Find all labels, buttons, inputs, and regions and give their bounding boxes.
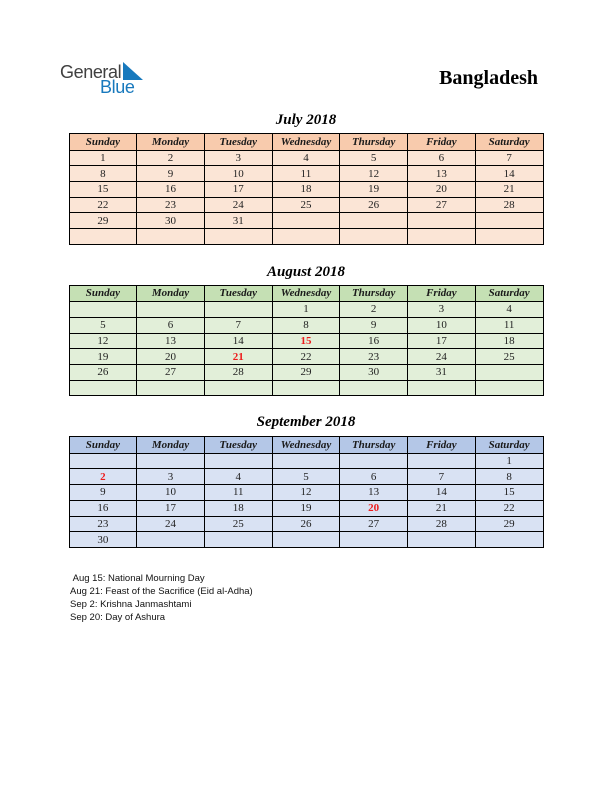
page-header xyxy=(0,0,612,95)
day-cell-september-2018-6: 6 xyxy=(340,469,408,485)
day-header-monday: Monday xyxy=(137,437,205,454)
day-cell-september-2018-5: 5 xyxy=(272,469,340,485)
day-cell-july-2018-28: 28 xyxy=(475,197,543,213)
empty-cell xyxy=(408,213,476,229)
month-title: September 2018 xyxy=(256,414,356,431)
holiday-cell-august-2018-15: 15 xyxy=(272,333,340,349)
day-cell-august-2018-29: 29 xyxy=(272,364,340,380)
day-header-row xyxy=(69,437,543,454)
day-cell-august-2018-10: 10 xyxy=(408,317,476,333)
holiday-cell-september-2018-2: 2 xyxy=(69,469,137,485)
day-header-sunday: Sunday xyxy=(69,437,137,454)
day-cell-july-2018-15: 15 xyxy=(69,181,137,197)
week-row xyxy=(69,364,543,380)
day-cell-september-2018-7: 7 xyxy=(408,469,476,485)
day-cell-july-2018-8: 8 xyxy=(69,166,137,182)
day-cell-july-2018-31: 31 xyxy=(204,213,272,229)
week-row xyxy=(69,197,543,213)
calendar-september-2018 xyxy=(69,436,544,548)
day-cell-september-2018-21: 21 xyxy=(408,500,476,516)
day-cell-august-2018-22: 22 xyxy=(272,349,340,365)
day-cell-september-2018-26: 26 xyxy=(272,516,340,532)
holiday-note: Aug 15: National Mourning Day xyxy=(70,572,205,584)
empty-cell xyxy=(69,380,137,396)
day-cell-july-2018-21: 21 xyxy=(475,181,543,197)
empty-cell xyxy=(204,302,272,318)
day-header-tuesday: Tuesday xyxy=(204,134,272,151)
empty-cell xyxy=(340,453,408,469)
day-cell-september-2018-4: 4 xyxy=(204,469,272,485)
day-cell-july-2018-27: 27 xyxy=(408,197,476,213)
day-cell-august-2018-19: 19 xyxy=(69,349,137,365)
empty-cell xyxy=(137,380,205,396)
day-cell-august-2018-1: 1 xyxy=(272,302,340,318)
day-cell-july-2018-30: 30 xyxy=(137,213,205,229)
day-cell-september-2018-13: 13 xyxy=(340,485,408,501)
day-cell-august-2018-16: 16 xyxy=(340,333,408,349)
day-cell-september-2018-18: 18 xyxy=(204,500,272,516)
day-cell-august-2018-2: 2 xyxy=(340,302,408,318)
week-row xyxy=(69,150,543,166)
week-row xyxy=(69,380,543,396)
day-cell-september-2018-25: 25 xyxy=(204,516,272,532)
week-row xyxy=(69,333,543,349)
week-row xyxy=(69,302,543,318)
day-cell-august-2018-6: 6 xyxy=(137,317,205,333)
day-cell-august-2018-14: 14 xyxy=(204,333,272,349)
day-cell-august-2018-27: 27 xyxy=(137,364,205,380)
day-header-wednesday: Wednesday xyxy=(272,134,340,151)
empty-cell xyxy=(475,364,543,380)
day-cell-september-2018-3: 3 xyxy=(137,469,205,485)
day-cell-august-2018-7: 7 xyxy=(204,317,272,333)
empty-cell xyxy=(408,228,476,244)
week-row xyxy=(69,469,543,485)
empty-cell xyxy=(272,213,340,229)
day-cell-august-2018-8: 8 xyxy=(272,317,340,333)
day-cell-september-2018-10: 10 xyxy=(137,485,205,501)
week-row xyxy=(69,485,543,501)
day-cell-september-2018-1: 1 xyxy=(475,453,543,469)
day-cell-september-2018-23: 23 xyxy=(69,516,137,532)
empty-cell xyxy=(340,380,408,396)
day-cell-july-2018-26: 26 xyxy=(340,197,408,213)
empty-cell xyxy=(408,532,476,548)
day-cell-july-2018-1: 1 xyxy=(69,150,137,166)
empty-cell xyxy=(475,213,543,229)
empty-cell xyxy=(475,532,543,548)
day-cell-july-2018-17: 17 xyxy=(204,181,272,197)
day-cell-july-2018-14: 14 xyxy=(475,166,543,182)
day-header-saturday: Saturday xyxy=(475,285,543,302)
day-header-thursday: Thursday xyxy=(340,437,408,454)
day-header-tuesday: Tuesday xyxy=(204,285,272,302)
day-header-friday: Friday xyxy=(408,285,476,302)
day-cell-july-2018-16: 16 xyxy=(137,181,205,197)
week-row xyxy=(69,213,543,229)
month-title: July 2018 xyxy=(275,112,337,128)
day-cell-july-2018-5: 5 xyxy=(340,150,408,166)
day-cell-july-2018-19: 19 xyxy=(340,181,408,197)
month-section-august xyxy=(0,264,612,397)
week-row xyxy=(69,317,543,333)
day-header-saturday: Saturday xyxy=(475,437,543,454)
day-cell-september-2018-22: 22 xyxy=(475,500,543,516)
empty-cell xyxy=(69,302,137,318)
day-header-friday: Friday xyxy=(408,134,476,151)
empty-cell xyxy=(137,302,205,318)
day-cell-september-2018-27: 27 xyxy=(340,516,408,532)
day-cell-july-2018-9: 9 xyxy=(137,166,205,182)
day-cell-september-2018-30: 30 xyxy=(69,532,137,548)
month-section-september xyxy=(0,414,612,548)
day-cell-july-2018-3: 3 xyxy=(204,150,272,166)
day-cell-august-2018-31: 31 xyxy=(408,364,476,380)
day-cell-august-2018-13: 13 xyxy=(137,333,205,349)
day-cell-september-2018-9: 9 xyxy=(69,485,137,501)
day-cell-july-2018-13: 13 xyxy=(408,166,476,182)
general-blue-logo xyxy=(60,62,143,96)
day-cell-september-2018-14: 14 xyxy=(408,485,476,501)
day-cell-july-2018-22: 22 xyxy=(69,197,137,213)
day-cell-august-2018-25: 25 xyxy=(475,349,543,365)
day-header-sunday: Sunday xyxy=(69,285,137,302)
empty-cell xyxy=(204,228,272,244)
day-cell-september-2018-8: 8 xyxy=(475,469,543,485)
day-header-friday: Friday xyxy=(408,437,476,454)
empty-cell xyxy=(69,228,137,244)
empty-cell xyxy=(204,453,272,469)
day-cell-august-2018-26: 26 xyxy=(69,364,137,380)
week-row xyxy=(69,349,543,365)
empty-cell xyxy=(69,453,137,469)
empty-cell xyxy=(475,228,543,244)
day-cell-july-2018-2: 2 xyxy=(137,150,205,166)
day-cell-august-2018-5: 5 xyxy=(69,317,137,333)
week-row xyxy=(69,500,543,516)
logo-text-general: General xyxy=(60,62,122,82)
empty-cell xyxy=(408,380,476,396)
week-row xyxy=(69,532,543,548)
day-cell-august-2018-12: 12 xyxy=(69,333,137,349)
week-row xyxy=(69,228,543,244)
day-header-thursday: Thursday xyxy=(340,134,408,151)
day-cell-august-2018-20: 20 xyxy=(137,349,205,365)
holiday-cell-september-2018-20: 20 xyxy=(340,500,408,516)
holiday-note: Sep 20: Day of Ashura xyxy=(70,611,166,623)
empty-cell xyxy=(137,228,205,244)
day-cell-august-2018-24: 24 xyxy=(408,349,476,365)
month-title: August 2018 xyxy=(267,263,345,280)
week-row xyxy=(69,516,543,532)
holiday-note: Aug 21: Feast of the Sacrifice (Eid al-Adha) xyxy=(70,585,253,597)
empty-cell xyxy=(272,228,340,244)
day-cell-august-2018-30: 30 xyxy=(340,364,408,380)
day-cell-september-2018-17: 17 xyxy=(137,500,205,516)
day-cell-september-2018-11: 11 xyxy=(204,485,272,501)
day-cell-august-2018-28: 28 xyxy=(204,364,272,380)
day-cell-july-2018-20: 20 xyxy=(408,181,476,197)
day-cell-july-2018-23: 23 xyxy=(137,197,205,213)
day-header-monday: Monday xyxy=(137,285,205,302)
day-header-monday: Monday xyxy=(137,134,205,151)
day-cell-august-2018-23: 23 xyxy=(340,349,408,365)
month-section-july xyxy=(0,112,612,245)
holiday-note: Sep 2: Krishna Janmashtami xyxy=(70,598,192,610)
day-cell-september-2018-19: 19 xyxy=(272,500,340,516)
day-cell-september-2018-15: 15 xyxy=(475,485,543,501)
day-cell-september-2018-28: 28 xyxy=(408,516,476,532)
day-cell-september-2018-29: 29 xyxy=(475,516,543,532)
day-header-thursday: Thursday xyxy=(340,285,408,302)
holiday-cell-august-2018-21: 21 xyxy=(204,349,272,365)
empty-cell xyxy=(272,532,340,548)
empty-cell xyxy=(137,532,205,548)
empty-cell xyxy=(272,380,340,396)
day-cell-july-2018-18: 18 xyxy=(272,181,340,197)
day-cell-september-2018-16: 16 xyxy=(69,500,137,516)
day-cell-july-2018-25: 25 xyxy=(272,197,340,213)
empty-cell xyxy=(408,453,476,469)
day-cell-august-2018-17: 17 xyxy=(408,333,476,349)
day-header-saturday: Saturday xyxy=(475,134,543,151)
empty-cell xyxy=(204,532,272,548)
week-row xyxy=(69,166,543,182)
empty-cell xyxy=(204,380,272,396)
logo-text-blue: Blue xyxy=(100,77,135,97)
day-cell-july-2018-29: 29 xyxy=(69,213,137,229)
empty-cell xyxy=(475,380,543,396)
day-cell-july-2018-7: 7 xyxy=(475,150,543,166)
empty-cell xyxy=(340,213,408,229)
day-cell-august-2018-18: 18 xyxy=(475,333,543,349)
day-header-row xyxy=(69,134,543,151)
day-cell-july-2018-6: 6 xyxy=(408,150,476,166)
day-header-row xyxy=(69,285,543,302)
calendar-august-2018 xyxy=(69,285,544,397)
day-cell-august-2018-9: 9 xyxy=(340,317,408,333)
empty-cell xyxy=(272,453,340,469)
week-row xyxy=(69,453,543,469)
day-cell-september-2018-24: 24 xyxy=(137,516,205,532)
day-cell-august-2018-3: 3 xyxy=(408,302,476,318)
empty-cell xyxy=(340,228,408,244)
day-cell-july-2018-12: 12 xyxy=(340,166,408,182)
empty-cell xyxy=(340,532,408,548)
day-cell-july-2018-10: 10 xyxy=(204,166,272,182)
day-header-sunday: Sunday xyxy=(69,134,137,151)
day-cell-july-2018-4: 4 xyxy=(272,150,340,166)
country-title: Bangladesh xyxy=(439,67,538,89)
week-row xyxy=(69,181,543,197)
calendar-july-2018 xyxy=(69,133,544,245)
day-cell-july-2018-24: 24 xyxy=(204,197,272,213)
day-header-wednesday: Wednesday xyxy=(272,285,340,302)
holiday-notes xyxy=(0,572,612,624)
empty-cell xyxy=(137,453,205,469)
day-header-wednesday: Wednesday xyxy=(272,437,340,454)
day-cell-september-2018-12: 12 xyxy=(272,485,340,501)
day-cell-august-2018-4: 4 xyxy=(475,302,543,318)
day-header-tuesday: Tuesday xyxy=(204,437,272,454)
day-cell-august-2018-11: 11 xyxy=(475,317,543,333)
day-cell-july-2018-11: 11 xyxy=(272,166,340,182)
